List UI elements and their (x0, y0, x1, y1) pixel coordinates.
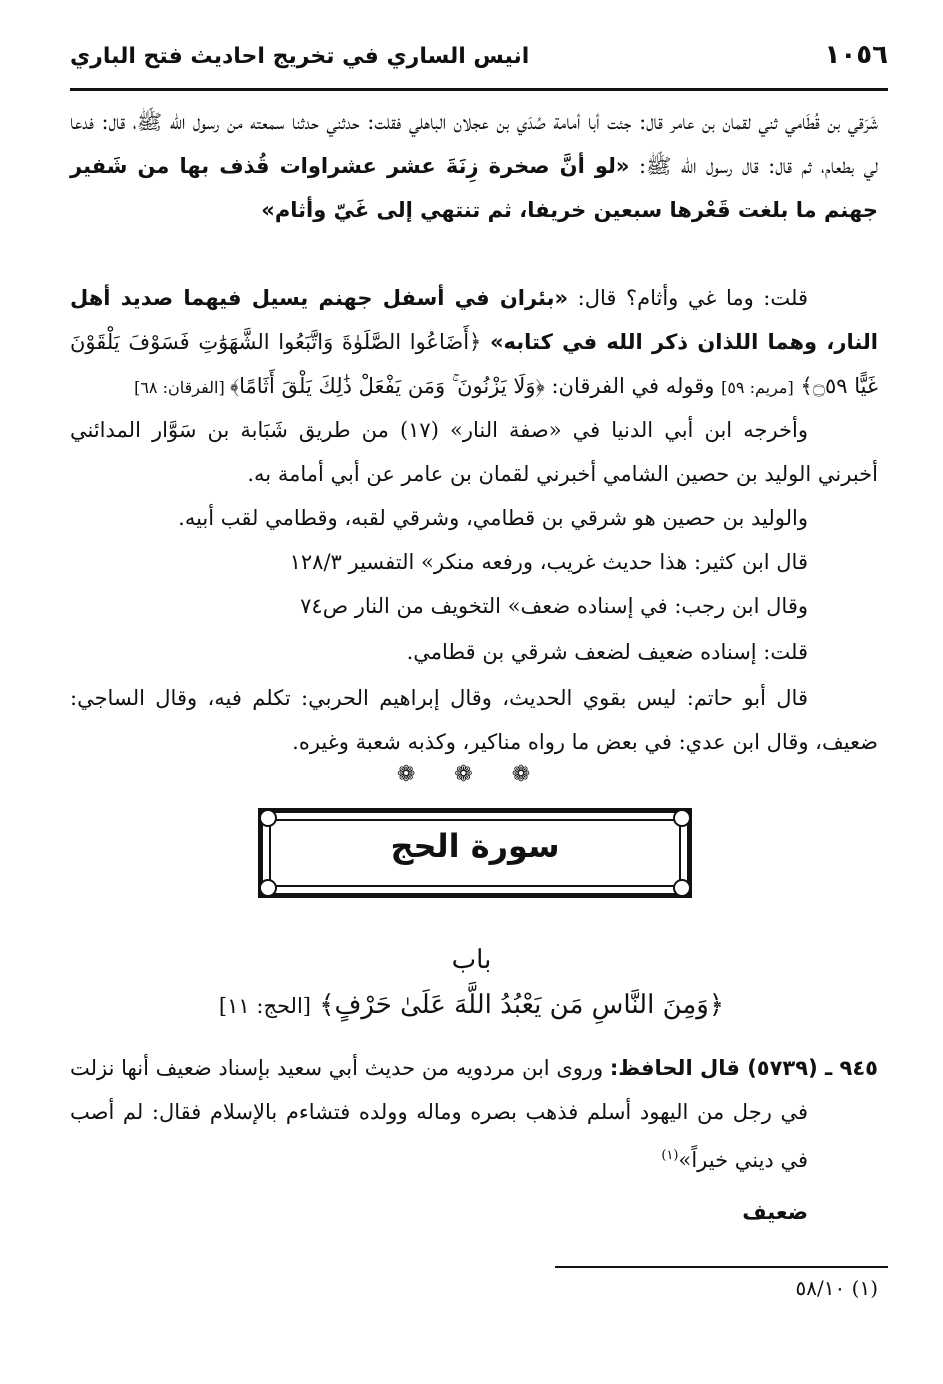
hadith-945-text: وروى ابن مردويه من حديث أبي سعيد بإسناد ضعيف أنها نزلت في رجل من اليهود أسلم فذهب بصره وماله وولده فتشاءم بالإسلام فقال: لم أصب في ديني خيراً» (70, 1056, 808, 1172)
page-number: ١٠٥٦ (824, 40, 888, 70)
para2-bold: «بئران في أسفل جهنم يسيل فيهما صديد أهل النار، وهما اللذان ذكر الله في كتابه» (70, 286, 878, 354)
hadith-945-entry (70, 1046, 878, 1182)
section-separator-stars: ❁ ❁ ❁ (396, 762, 547, 787)
paragraph-jarh (70, 676, 878, 764)
footnote-separator (555, 1266, 888, 1268)
header-rule (70, 88, 888, 91)
para1-plain: شَرَقي بن قُطَامي ثني لقمان بن عامر قال: جئت أبا أمامة صُدَي بن عجلان الباهلي فقلت: حدثني حدثنا سمعته من رسول الله ﷺ، قال: فدعا لي بطعام، ثم قال: قال رسول الله ﷺ: (70, 110, 878, 178)
chapter-heading-bab: باب (451, 945, 492, 975)
para6-text: وقال ابن رجب: في إسناده ضعف» التخويف من النار ص٧٤ (300, 594, 808, 618)
para1-bold: «لو أنَّ صخرة زِنَةَ عشر عشراوات قُذف بها من شَفير جهنم ما بلغت قَعْرها سبعين خريفا، ثم تنتهي إلى غَيّ وأثام» (70, 154, 878, 222)
frame-corner-ornament (259, 809, 277, 827)
verdict-daif: ضعيف (742, 1200, 808, 1224)
paragraph-takhrij (70, 408, 878, 496)
paragraph-author-verdict (70, 630, 878, 674)
paragraph-walid (70, 496, 878, 540)
hadith-number: ٩٤٥ ـ (٥٧٣٩) قال الحافظ: (609, 1056, 878, 1080)
surah-title-frame (258, 808, 692, 898)
chapter-verse-heading (0, 990, 943, 1020)
verse-ref-maryam: [مريم: ٥٩] (721, 378, 794, 397)
running-header (70, 40, 888, 84)
quran-verse-furqan: ﴿وَلَا يَزْنُونَ ۚ وَمَن يَفْعَلْ ذَٰلِكَ يَلْقَ أَثَامًا﴾ (229, 374, 545, 398)
para5-text: قال ابن كثير: هذا حديث غريب، ورفعه منكر» التفسير ١٢٨/٣ (289, 550, 808, 574)
footnote-1: (١) ٥٨/١٠ (795, 1276, 878, 1300)
paragraph-hadith-text (70, 100, 878, 232)
quran-verse-maryam: ﴿أَضَاعُوا الصَّلَوٰةَ وَاتَّبَعُوا الشَّهَوَٰتِ فَسَوْفَ يَلْقَوْنَ غَيًّا ۝٥٩﴾ (70, 330, 878, 398)
quran-verse-hajj: ﴿وَمِنَ النَّاسِ مَن يَعْبُدُ اللَّهَ عَلَىٰ حَرْفٍ﴾ (319, 990, 725, 1020)
footnote-marker: (١) (661, 1148, 679, 1163)
frame-corner-ornament (673, 879, 691, 897)
para2-plain2: وقوله في الفرقان: (544, 374, 722, 398)
para3-text: وأخرجه ابن أبي الدنيا في «صفة النار» (١٧) من طريق شَبَابة بن سَوَّار المدائني أخبرني الوليد بن حصين الشامي أخبرني لقمان بن عامر عن أبي أمامة به. (70, 418, 878, 486)
frame-corner-ornament (259, 879, 277, 897)
paragraph-ibn-kathir (70, 540, 878, 584)
verdict-block (70, 1190, 878, 1234)
para8-text: قال أبو حاتم: ليس بقوي الحديث، وقال إبراهيم الحربي: تكلم فيه، وقال الساجي: ضعيف، وقال ابن عدي: في بعض ما رواه مناكير، وكذبه شعبة وغيره. (70, 686, 878, 754)
verse-ref-hajj: [الحج: ١١] (218, 994, 311, 1018)
frame-corner-ornament (673, 809, 691, 827)
verse-ref-furqan: [الفرقان: ٦٨] (134, 378, 230, 397)
book-title: انيس الساري في تخريج احاديث فتح الباري (70, 44, 530, 69)
surah-title: سورة الحج (390, 827, 560, 865)
paragraph-ghay-athaam (70, 276, 878, 410)
paragraph-ibn-rajab (70, 584, 878, 628)
para2-plain1: قلت: وما غي وأثام؟ قال: (568, 286, 808, 310)
para4-text: والوليد بن حصين هو شرقي بن قطامي، وشرقي لقبه، وقطامي لقب أبيه. (178, 506, 808, 530)
para7-text: قلت: إسناده ضعيف لضعف شرقي بن قطامي. (406, 640, 808, 664)
